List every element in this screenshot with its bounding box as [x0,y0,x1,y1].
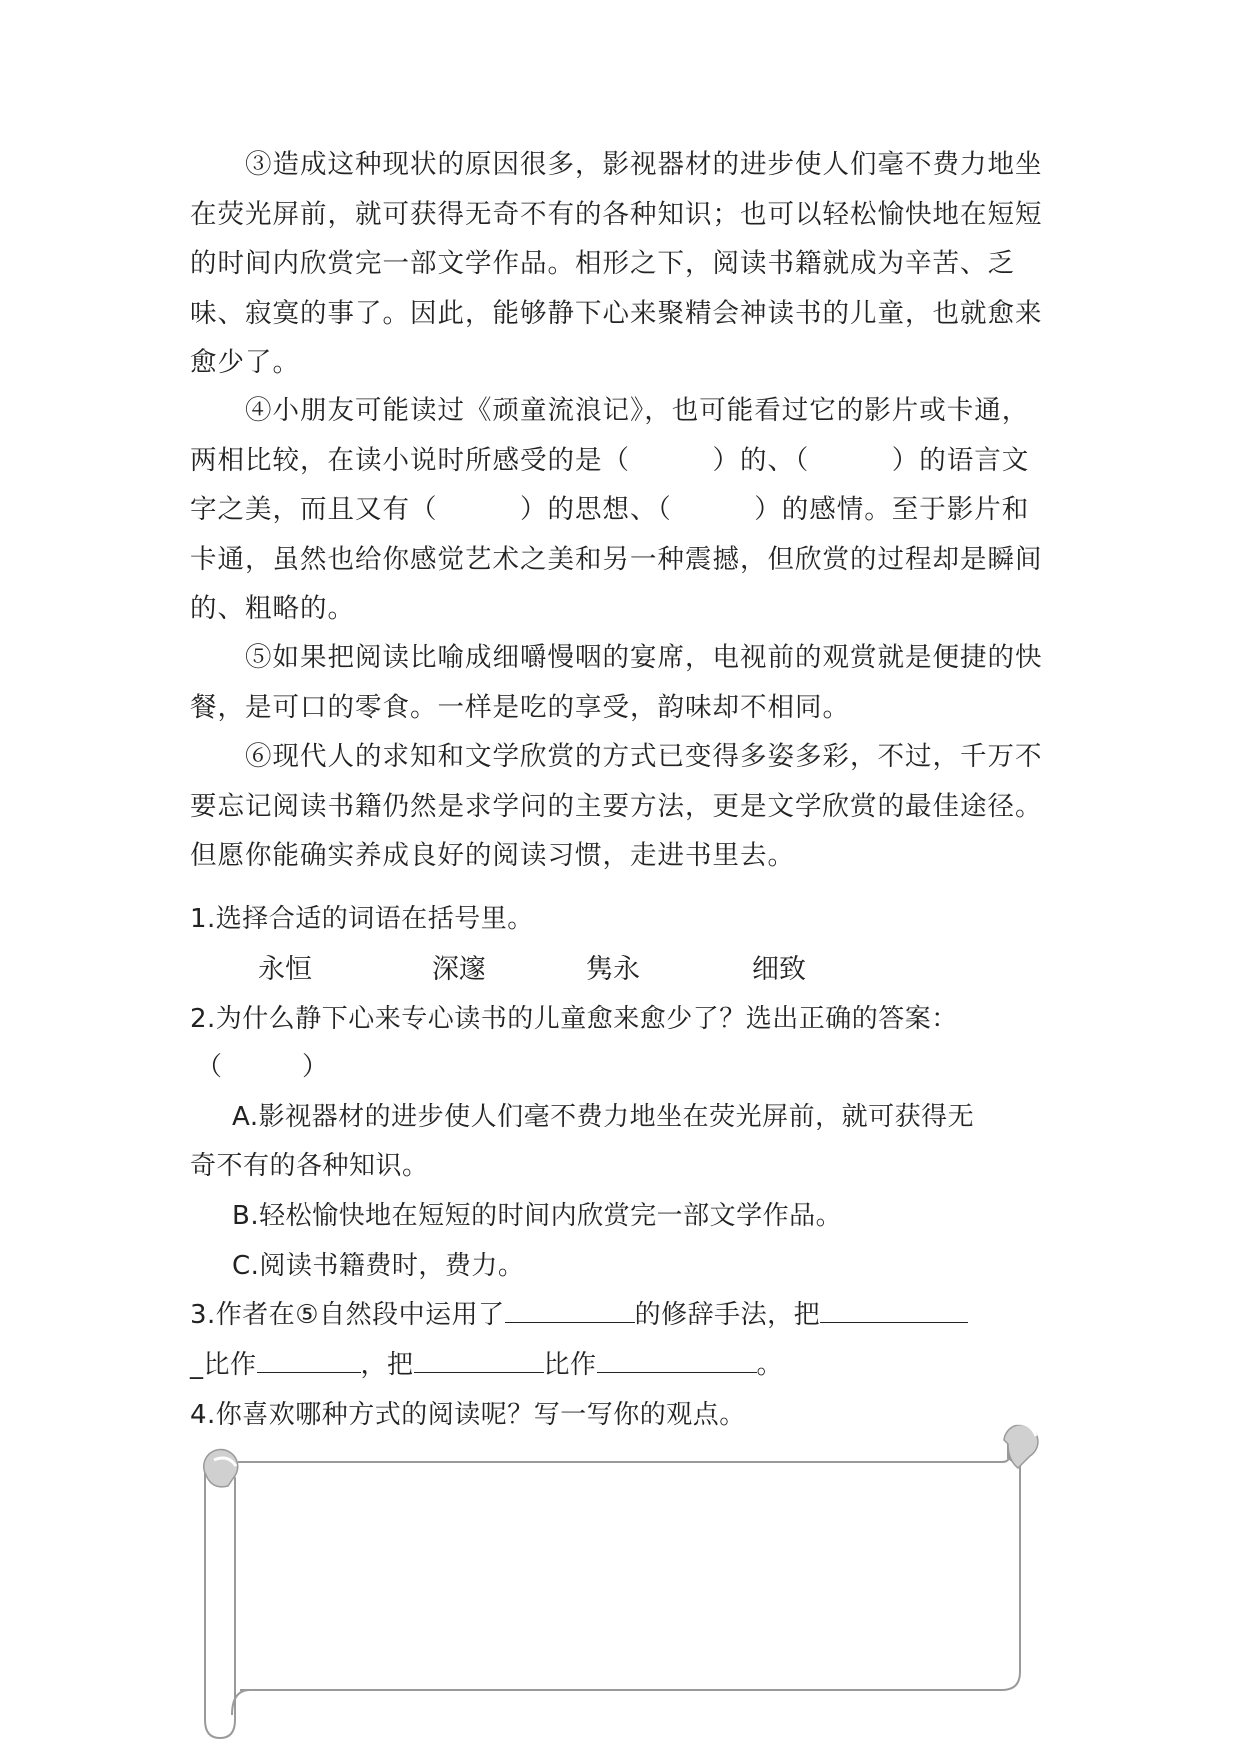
paragraph-3: ③造成这种现状的原因很多，影视器材的进步使人们毫不费力地坐在荧光屏前，就可获得无奇不有的各种知识；也可以轻松愉快地在短短的时间内欣赏完一部文学作品。相形之下，阅读书籍就成为辛苦、乏味、寂寞的事了。因此，能够静下心来聚精会神读书的儿童，也就愈来愈少了。 [190,149,1043,378]
q3-text: ，把 [360,1350,414,1380]
q3-text: 的修辞手法，把 [634,1300,821,1330]
q3-text: _比作 [190,1350,257,1380]
paragraph-6: ⑥现代人的求知和文学欣赏的方式已变得多姿多彩，不过，千万不要忘记阅读书籍仍然是求学问的主要方法，更是文学欣赏的最佳途径。但愿你能确实养成良好的阅读习惯，走进书里去。 [190,741,1043,871]
question-2-answer-bracket[interactable]: （ ） [196,1052,329,1082]
word-option: 细致 [752,954,806,985]
question-2-prompt: 2.为什么静下心来专心读书的儿童愈来愈少了？选出正确的答案： [190,1004,958,1034]
word-option: 永恒 [258,954,312,985]
question-2-option-c: C.阅读书籍费时，费力。 [232,1251,525,1281]
q3-text: 。 [756,1350,784,1380]
q3-text: 3.作者在⑤自然段中运用了 [190,1300,505,1330]
answer-writing-area[interactable] [240,1470,1015,1685]
scroll-curl-top-right [1004,1423,1038,1468]
word-option: 深邃 [432,954,486,985]
q3-text: 比作 [543,1350,597,1380]
paragraph-4: ④小朋友可能读过《顽童流浪记》，也可能看过它的影片或卡通，两相比较，在读小说时所感受的是（ ）的、（ ）的语言文字之美，而且又有（ ）的思想、（ ）的感情。至于影片和卡通，虽然也给你感觉艺术之美和另一种震撼，但欣赏的过程却是瞬间的、粗略的。 [190,395,1043,624]
scroll-curl-top-left [204,1450,238,1487]
question-2-option-a: A.影视器材的进步使人们毫不费力地坐在荧光屏前，就可获得无 [232,1102,975,1132]
question-2-option-b: B.轻松愉快地在短短的时间内欣赏完一部文学作品。 [232,1201,843,1231]
paragraph-5: ⑤如果把阅读比喻成细嚼慢咽的宴席，电视前的观赏就是便捷的快餐，是可口的零食。一样是吃的享受，韵味却不相同。 [190,642,1043,723]
question-1-prompt: 1.选择合适的词语在括号里。 [190,904,534,934]
question-2-option-a-cont: 奇不有的各种知识。 [190,1151,429,1181]
question-4-prompt: 4.你喜欢哪种方式的阅读呢？写一写你的观点。 [190,1400,746,1430]
word-option: 隽永 [586,954,640,985]
